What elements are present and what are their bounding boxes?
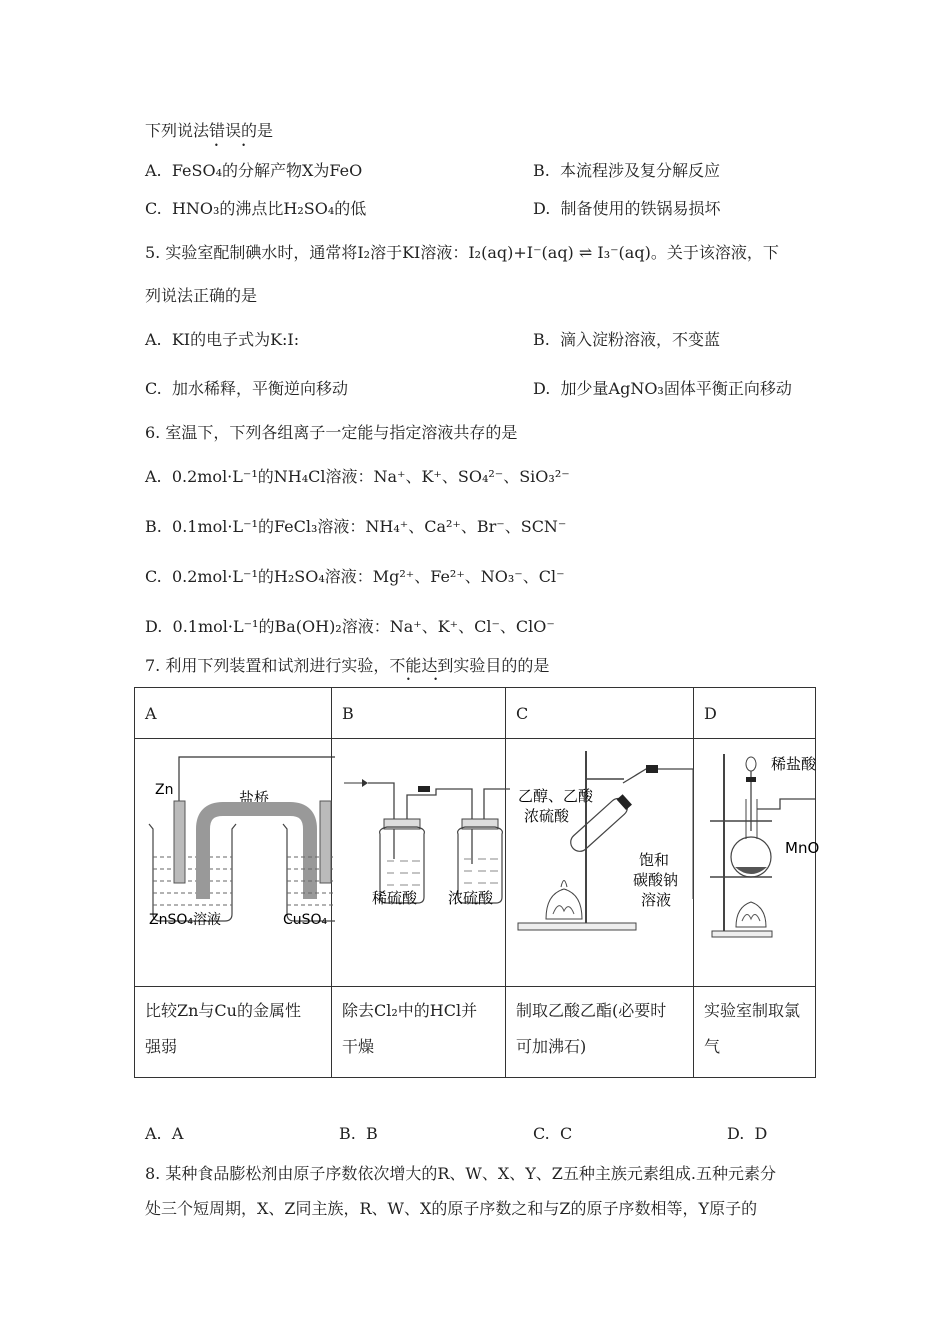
- option-letter: A.: [145, 161, 162, 180]
- q5-option-d[interactable]: [533, 379, 792, 399]
- option-letter: C.: [533, 1124, 550, 1143]
- q7-option-d[interactable]: [727, 1124, 767, 1144]
- option-letter: B.: [339, 1124, 356, 1143]
- description-b: 除去Cl₂中的HCl并 干燥: [332, 987, 506, 1078]
- header-b: B: [332, 688, 506, 739]
- znso4-label: ZnSO₄溶液: [149, 912, 221, 928]
- solution-label: 溶液: [641, 891, 672, 909]
- q7-option-a[interactable]: [145, 1124, 183, 1144]
- option-text: KI的电子式为K:I:: [171, 330, 300, 349]
- option-text: D: [754, 1124, 768, 1143]
- option-text: 加少量AgNO₃固体平衡正向移动: [560, 379, 792, 398]
- option-letter: A.: [145, 1124, 162, 1143]
- cuso4-label: CuSO₄: [283, 912, 328, 928]
- option-text: 滴入淀粉溶液，不变蓝: [560, 330, 721, 349]
- option-text: 0.2mol·L⁻¹的NH₄Cl溶液：Na⁺、K⁺、SO₄²⁻、SiO₃²⁻: [171, 467, 570, 486]
- option-letter: B.: [145, 517, 162, 536]
- option-letter: C.: [145, 567, 162, 586]
- q8-stem-line2: 处三个短周期，X、Z同主族，R、W、X的原子序数之和与Z的原子序数相等，Y原子的: [145, 1199, 758, 1218]
- conc-h2so4-label: 浓硫酸: [448, 889, 494, 907]
- option-letter: D.: [533, 199, 551, 218]
- q7-option-c[interactable]: [533, 1124, 572, 1144]
- option-text: C: [559, 1124, 573, 1143]
- option-letter: D.: [533, 379, 551, 398]
- figure-c-ester-apparatus: [506, 739, 694, 987]
- q4-stem: 下列说法错误的是: [145, 121, 274, 140]
- mno2-label: MnO: [785, 839, 820, 857]
- q6-option-c[interactable]: [145, 567, 565, 587]
- saturated-label: 饱和: [639, 851, 670, 869]
- option-text: 本流程涉及复分解反应: [560, 161, 721, 180]
- option-text: 0.1mol·L⁻¹的FeCl₃溶液：NH₄⁺、Ca²⁺、Br⁻、SCN⁻: [172, 517, 567, 536]
- option-letter: C.: [145, 199, 162, 218]
- option-letter: D.: [145, 617, 163, 636]
- option-text: 0.2mol·L⁻¹的H₂SO₄溶液：Mg²⁺、Fe²⁺、NO₃⁻、Cl⁻: [171, 567, 565, 586]
- description-d: 实验室制取氯 气: [694, 987, 816, 1078]
- option-letter: A.: [145, 467, 162, 486]
- option-text: A: [171, 1124, 184, 1143]
- header-c: C: [506, 688, 694, 739]
- q5-option-b[interactable]: [533, 330, 720, 350]
- q6-stem: 6. 室温下，下列各组离子一定能与指定溶液共存的是: [145, 423, 518, 442]
- salt-bridge-label: 盐桥: [239, 789, 270, 807]
- q8-stem-line1: 8. 某种食品膨松剂由原子序数依次增大的R、W、X、Y、Z五种主族元素组成.五种元素分: [145, 1164, 777, 1183]
- emphasis-dots: • •: [406, 675, 448, 684]
- option-letter: A.: [145, 330, 162, 349]
- description-a: 比较Zn与Cu的金属性 强弱: [135, 987, 332, 1078]
- sodium-carbonate-label: 碳酸钠: [633, 871, 679, 889]
- option-letter: B.: [533, 330, 550, 349]
- header-a: A: [135, 688, 332, 739]
- emphasis-dots: • •: [214, 141, 256, 150]
- option-text: HNO₃的沸点比H₂SO₄的低: [171, 199, 367, 218]
- q5-stem-line1: 5. 实验室配制碘水时，通常将I₂溶于KI溶液：I₂(aq)+I⁻(aq) ⇌ I₃⁻(aq)。关于该溶液，下: [145, 243, 779, 262]
- header-d: D: [694, 688, 816, 739]
- option-text: 0.1mol·L⁻¹的Ba(OH)₂溶液：Na⁺、K⁺、Cl⁻、ClO⁻: [172, 617, 555, 636]
- q4-option-d[interactable]: [533, 199, 721, 219]
- zn-label: Zn: [155, 782, 174, 798]
- dilute-h2so4-label: 稀硫酸: [372, 889, 418, 907]
- conc-sulfuric-label: 浓硫酸: [524, 807, 570, 825]
- figure-b-wash-bottles: [332, 739, 506, 987]
- q4-option-b[interactable]: [533, 161, 720, 181]
- ethanol-acid-label: 乙醇、乙酸: [518, 787, 594, 805]
- experiment-table: [134, 687, 820, 1078]
- option-letter: B.: [533, 161, 550, 180]
- option-text: FeSO₄的分解产物X为FeO: [171, 161, 363, 180]
- option-text: 加水稀释，平衡逆向移动: [171, 379, 348, 398]
- dilute-hcl-label: 稀盐酸: [771, 755, 817, 773]
- q4-option-c[interactable]: [145, 199, 366, 219]
- option-text: 制备使用的铁锅易损坏: [560, 199, 721, 218]
- option-letter: C.: [145, 379, 162, 398]
- q5-stem-line2: 列说法正确的是: [145, 286, 258, 305]
- option-letter: D.: [727, 1124, 745, 1143]
- description-c: 制取乙酸乙酯(必要时 可加沸石): [506, 987, 694, 1078]
- q6-option-a[interactable]: [145, 467, 570, 487]
- figure-a-galvanic-cell: [135, 739, 332, 987]
- q7-stem: 7. 利用下列装置和试剂进行实验，不能达到实验目的的是: [145, 656, 550, 675]
- q6-option-d[interactable]: [145, 617, 555, 637]
- option-text: B: [366, 1124, 378, 1143]
- q7-option-b[interactable]: [339, 1124, 378, 1144]
- q5-option-c[interactable]: [145, 379, 348, 399]
- q5-option-a[interactable]: [145, 330, 299, 350]
- q6-option-b[interactable]: [145, 517, 566, 537]
- figure-d-chlorine-apparatus: [694, 739, 820, 987]
- q4-option-a[interactable]: [145, 161, 362, 181]
